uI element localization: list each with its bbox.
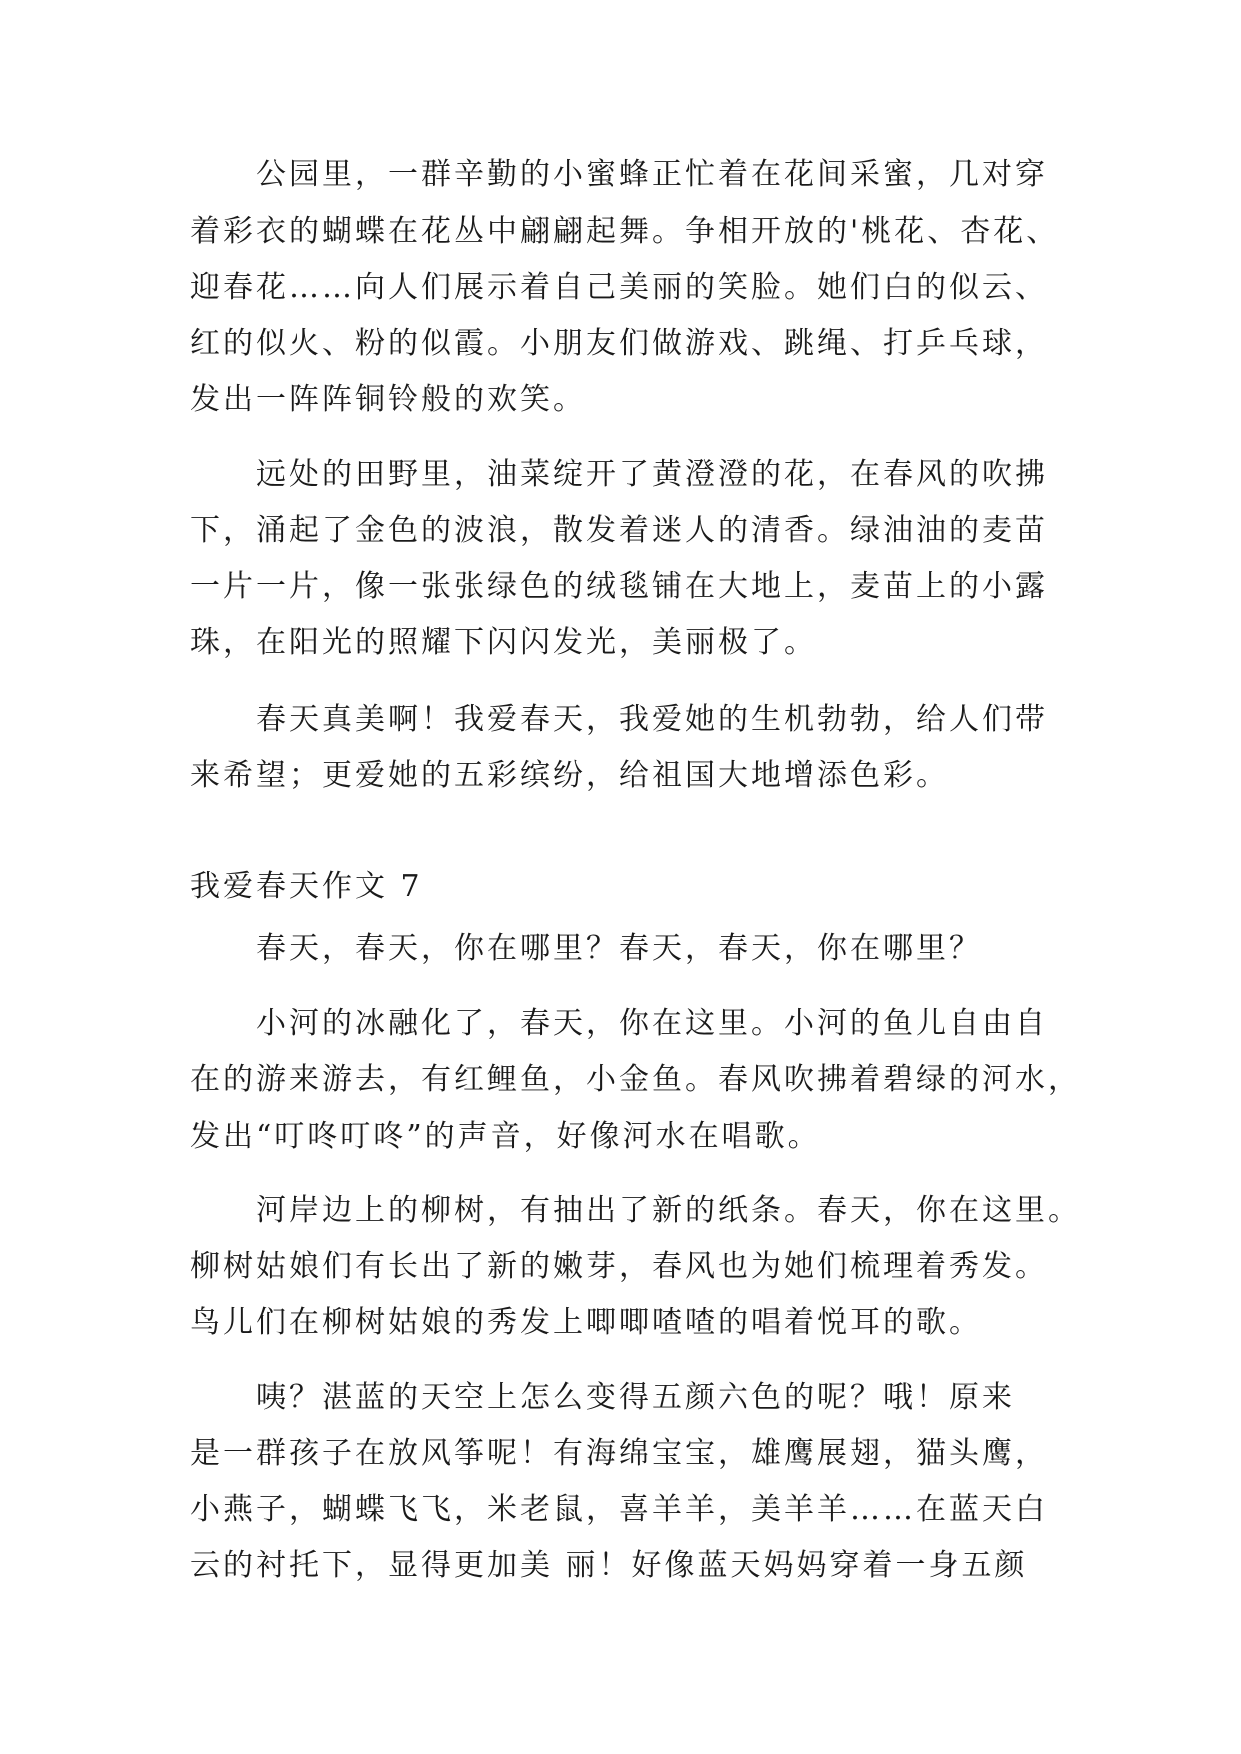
text-line: 柳树姑娘们有长出了新的嫩芽，春风也为她们梳理着秀发。 — [190, 1249, 1048, 1284]
text-line: 珠，在阳光的照耀下闪闪发光，美丽极了。 — [190, 625, 817, 660]
text-line: 春天真美啊！我爱春天，我爱她的生机勃勃，给人们带 — [256, 702, 1048, 737]
text-line: 河岸边上的柳树，有抽出了新的纸条。春天，你在这里。 — [256, 1193, 1081, 1228]
text-line: 公园里，一群辛勤的小蜜蜂正忙着在花间采蜜，几对穿 — [256, 157, 1048, 192]
text-line: 红的似火、粉的似霞。小朋友们做游戏、跳绳、打乒乓球， — [190, 326, 1048, 361]
text-line: 一片一片，像一张张绿色的绒毯铺在大地上，麦苗上的小露 — [190, 569, 1048, 604]
text-line: 云的衬托下，显得更加美 丽！好像蓝天妈妈穿着一身五颜 — [190, 1548, 1028, 1583]
text-line: 发出一阵阵铜铃般的欢笑。 — [190, 382, 586, 417]
text-line: 在的游来游去，有红鲤鱼，小金鱼。春风吹拂着碧绿的河水， — [190, 1062, 1081, 1097]
text-line: 是一群孩子在放风筝呢！有海绵宝宝，雄鹰展翅，猫头鹰， — [190, 1436, 1048, 1471]
text-line: 下，涌起了金色的波浪，散发着迷人的清香。绿油油的麦苗 — [190, 513, 1048, 548]
text-line: 来希望；更爱她的五彩缤纷，给祖国大地增添色彩。 — [190, 758, 949, 793]
text-line: 远处的田野里，油菜绽开了黄澄澄的花，在春风的吹拂 — [256, 457, 1048, 492]
text-line: 迎春花……向人们展示着自己美丽的笑脸。她们白的似云、 — [190, 270, 1048, 305]
text-line: 发出“叮咚叮咚”的声音，好像河水在唱歌。 — [190, 1119, 821, 1154]
text-line: 小河的冰融化了，春天，你在这里。小河的鱼儿自由自 — [256, 1006, 1048, 1041]
text-line: 鸟儿们在柳树姑娘的秀发上唧唧喳喳的唱着悦耳的歌。 — [190, 1305, 982, 1340]
text-line: 春天，春天，你在哪里？春天，春天，你在哪里？ — [256, 931, 982, 966]
text-line: 着彩衣的蝴蝶在花丛中翩翩起舞。争相开放的'桃花、杏花、 — [190, 214, 1060, 249]
section-title: 我爱春天作文 7 — [190, 869, 423, 904]
text-line: 小燕子，蝴蝶飞飞，米老鼠，喜羊羊，美羊羊……在蓝天白 — [190, 1492, 1048, 1527]
text-line: 咦？湛蓝的天空上怎么变得五颜六色的呢？哦！原来 — [256, 1380, 1015, 1415]
